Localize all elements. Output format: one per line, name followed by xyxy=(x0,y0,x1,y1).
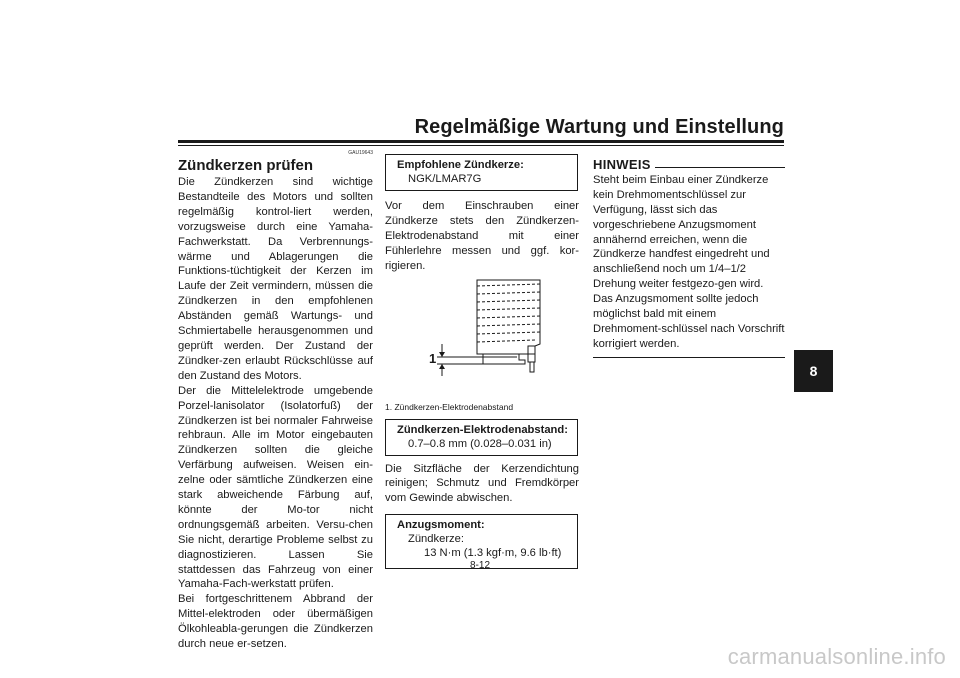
spark-plug-figure xyxy=(385,274,579,402)
figure-callout-number: 1 xyxy=(429,350,437,366)
note-label: HINWEIS xyxy=(593,157,651,172)
body-paragraph: Die Sitzfläche der Kerzendichtung reinigen; Schmutz und Fremdkörper vom Gewinde abwischen. xyxy=(385,462,579,505)
body-paragraph: Vor dem Einschrauben einer Zündkerze stets den Zündkerzen-Elektrodenabstand mit einer Fühlerlehre messen und ggf. kor-rigieren. xyxy=(385,200,579,272)
column-right xyxy=(593,150,785,358)
note-rule xyxy=(655,167,785,168)
body-paragraph: Der die Mittelelektrode umgebende Porzel-lanisolator (Isolatorfuß) der Zündkerzen ist bei normaler Fahrweise rehbraun. Alle im Motor eingebauten Zündkerzen sollten die gleiche Verfärbung aufweisen. Weisen ein-zelne oder sämtliche Zündkerzen eine stark abweichende Färbung auf, könnte der Mo-tor nicht ordnungsgemäß arbeiten. Versu-chen Sie nicht, derartige Probleme selbst zu diagnostizieren. Lassen Sie stattdessen das Fahrzeug von einer Yamaha-Fach-werkstatt prüfen. xyxy=(178,384,373,591)
column-middle xyxy=(385,150,579,569)
note-end-rule xyxy=(593,357,785,358)
note-text: Steht beim Einbau einer Zündkerze kein Drehmomentschlüssel zur Verfügung, lässt sich das vorgeschriebene Anzugsmoment annähernd erreichen, wenn die Zündkerze handfest eingedreht und anschließend noch um 1/4–1/2 Drehung weiter festgezo-gen wird. Das Anzugsmoment sollte jedoch möglichst bald mit einem Drehmoment-schlüssel nach Vorschrift korrigiert werden. xyxy=(593,173,785,350)
page-header-title: Regelmäßige Wartung und Einstellung xyxy=(414,116,784,138)
spec-label: Zündkerzen-Elektrodenabstand: xyxy=(397,423,568,436)
section-code: GAU19643 xyxy=(348,150,373,156)
chapter-tab: 8 xyxy=(794,350,833,392)
body-paragraph: Die Zündkerzen sind wichtige Bestandteile des Motors und sollten regelmäßig kontrol-liert werden, vorzugsweise durch eine Yamaha-Fachwerkstatt. Da Verbrennungs-wärme und Ablagerungen die Funktions-tüchtigkeit der Kerzen im Laufe der Zeit vermindern, müssen die Zündkerzen in den empfohlenen Abständen gemäß Wartungs- und Schmiertabelle herausgenommen und geprüft werden. Der Zustand der Zündker-zen erlaubt Rückschlüsse auf den Zustand des Motors. xyxy=(178,176,373,382)
figure-caption: 1. Zündkerzen-Elektrodenabstand xyxy=(385,401,514,412)
spec-label: Empfohlene Zündkerze: xyxy=(397,159,524,171)
column-left xyxy=(178,150,373,652)
page-number: 8-12 xyxy=(469,560,490,571)
spec-value: 0.7–0.8 mm (0.028–0.031 in) xyxy=(408,437,552,450)
header-rule xyxy=(178,140,784,143)
header-rule-thin xyxy=(178,145,784,146)
spec-box-electrode-gap xyxy=(385,419,578,456)
spec-label: Anzugsmoment: xyxy=(397,519,485,532)
spec-sublabel: Zündkerze: xyxy=(408,533,464,546)
spec-box-spark-plug xyxy=(385,154,578,191)
section-title: Zündkerzen prüfen xyxy=(178,157,314,174)
spec-value: 13 N·m (1.3 kgf·m, 9.6 lb·ft) xyxy=(424,547,562,560)
watermark: carmanualsonline.info xyxy=(727,644,946,669)
body-paragraph: Bei fortgeschrittenem Abbrand der Mittel-elektroden oder übermäßigen Ölkohleabla-gerungen die Zündkerzen durch neue er-setzen. xyxy=(178,593,373,651)
note-heading xyxy=(593,158,785,173)
spark-plug-illustration xyxy=(385,274,579,402)
spec-value: NGK/LMAR7G xyxy=(408,173,482,185)
